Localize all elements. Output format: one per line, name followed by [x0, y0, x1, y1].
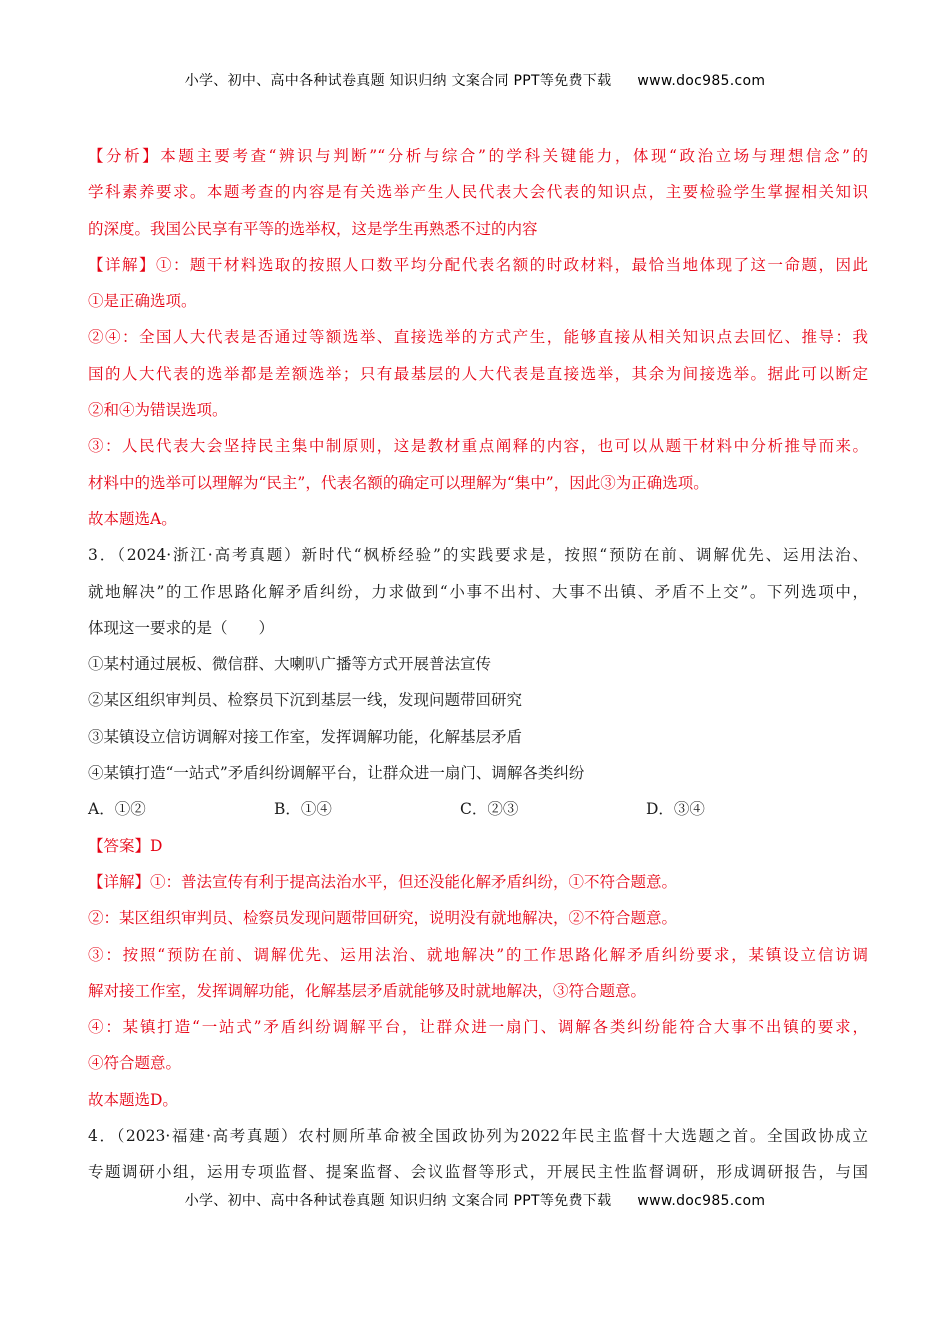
option-d: D．③④	[646, 800, 705, 819]
conclusion-line: 故本题选A。	[88, 509, 177, 528]
question3-stem: 体现这一要求的是（ ）	[88, 618, 275, 637]
question3-item: ②某区组织审判员、检察员下沉到基层一线，发现问题带回研究	[88, 691, 523, 710]
question3-stem: 就地解决”的工作思路化解矛盾纠纷，力求做到“小事不出村、大事不出镇、矛盾不上交”。下列选项中，	[88, 582, 868, 601]
header-url[interactable]: www.doc985.com	[637, 73, 766, 89]
question4-stem: 4．（2023·福建·高考真题）农村厕所革命被全国政协列为2022年民主监督十大选题之首。全国政协成立	[88, 1127, 868, 1146]
footer-url[interactable]: www.doc985.com	[637, 1193, 766, 1209]
answer-line: 【答案】D	[88, 836, 163, 855]
detail-line: 国的人大代表的选举都是差额选举；只有最基层的人大代表是直接选举，其余为间接选举。据此可以断定	[88, 364, 868, 383]
option-a: A．①②	[88, 800, 146, 819]
detail-line: ③：按照“预防在前、调解优先、运用法治、就地解决”的工作思路化解矛盾纠纷要求，某镇设立信访调	[88, 945, 868, 964]
detail-line: 解对接工作室，发挥调解功能，化解基层矛盾就能够及时就地解决，③符合题意。	[88, 981, 647, 1000]
analysis-line: 【分析】本题主要考查“辨识与判断”“分析与综合”的学科关键能力，体现“政治立场与理想信念”的	[88, 147, 868, 165]
question3-options	[88, 791, 868, 827]
detail-line: ④符合题意。	[88, 1054, 182, 1073]
question4-stem: 专题调研小组，运用专项监督、提案监督、会议监督等形式，开展民主性监督调研，形成调研报告，与国	[88, 1163, 868, 1182]
detail-line: ②④：全国人大代表是否通过等额选举、直接选举的方式产生，能够直接从相关知识点去回忆、推导：我	[88, 328, 868, 347]
detail-line: 【详解】①：题干材料选取的按照人口数平均分配代表名额的时政材料，最恰当地体现了这一命题，因此	[88, 255, 868, 274]
question3-item: ④某镇打造“一站式”矛盾纠纷调解平台，让群众进一扇门、调解各类纠纷	[88, 764, 585, 783]
question3-item: ①某村通过展板、微信群、大喇叭广播等方式开展普法宣传	[88, 655, 492, 674]
header-text: 小学、初中、高中各种试卷真题 知识归纳 文案合同 PPT等免费下载	[184, 73, 612, 89]
analysis-line: 的深度。我国公民享有平等的选举权，这是学生再熟悉不过的内容	[88, 219, 538, 238]
document-body	[88, 138, 868, 1191]
detail-line: ④：某镇打造“一站式”矛盾纠纷调解平台，让群众进一扇门、调解各类纠纷能符合大事不出镇的要求，	[88, 1018, 868, 1037]
detail-line: ②：某区组织审判员、检察员发现问题带回研究，说明没有就地解决，②不符合题意。	[88, 909, 678, 928]
page-footer	[0, 1190, 950, 1210]
footer-text: 小学、初中、高中各种试卷真题 知识归纳 文案合同 PPT等免费下载	[184, 1193, 612, 1209]
analysis-line: 学科素养要求。本题考查的内容是有关选举产生人民代表大会代表的知识点，主要检验学生掌握相关知识	[88, 183, 868, 202]
detail-line: ②和④为错误选项。	[88, 401, 228, 420]
question3-stem: 3．（2024·浙江·高考真题）新时代“枫桥经验”的实践要求是，按照“预防在前、调解优先、运用法治、	[88, 546, 868, 565]
option-b: B．①④	[274, 800, 332, 819]
detail-line: ③：人民代表大会坚持民主集中制原则，这是教材重点阐释的内容，也可以从题干材料中分析推导而来。	[88, 437, 868, 456]
page-header	[0, 70, 950, 90]
detail-line: ①是正确选项。	[88, 292, 197, 311]
detail-line: 【详解】①：普法宣传有利于提高法治水平，但还没能化解矛盾纠纷，①不符合题意。	[88, 872, 678, 891]
question3-item: ③某镇设立信访调解对接工作室，发挥调解功能，化解基层矛盾	[88, 727, 523, 746]
conclusion-line: 故本题选D。	[88, 1090, 178, 1109]
option-c: C．②③	[460, 800, 519, 819]
detail-line: 材料中的选举可以理解为“民主”，代表名额的确定可以理解为“集中”，因此③为正确选项。	[88, 473, 709, 492]
